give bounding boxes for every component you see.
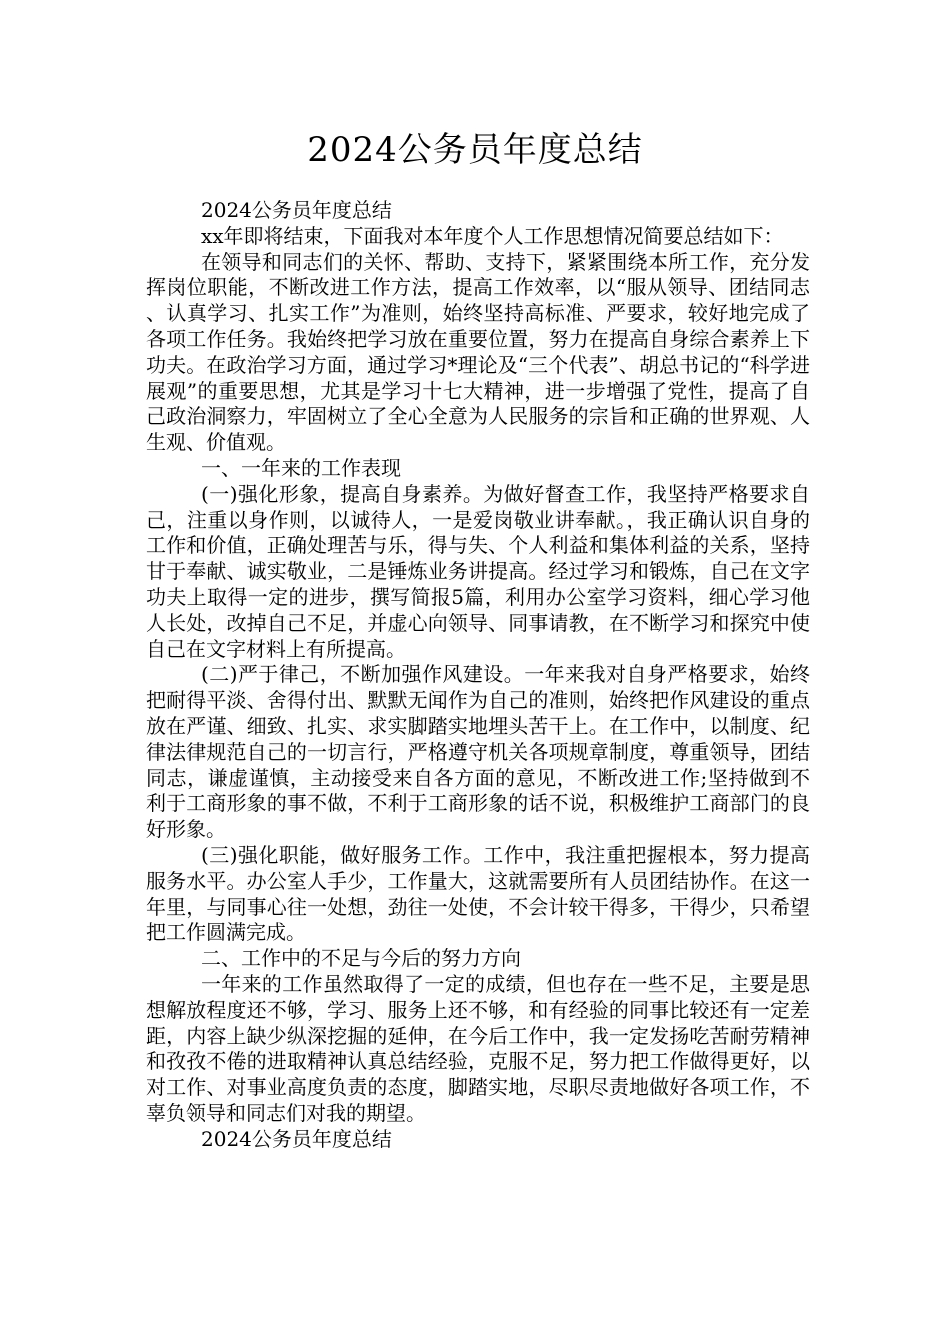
item-one-paragraph: (一)强化形象，提高自身素养。为做好督查工作，我坚持严格要求自己，注重以身作则，以诚待人，一是爱岗敬业讲奉献。，我正确认识自身的工作和价值，正确处理苦与乐，得与失、个人利益和集体利益的关系，坚持甘于奉献、诚实敬业，二是锤炼业务讲提高。经过学习和锻炼，自己在文字功夫上取得一定的进步，撰写简报5篇，利用办公室学习资料，细心学习他人长处，改掉自己不足，并虚心向领导、同事请教，在不断学习和探究中使自己在文字材料上有所提高。 bbox=[146, 481, 810, 661]
intro-paragraph: xx年即将结束，下面我对本年度个人工作思想情况简要总结如下： bbox=[201, 223, 784, 248]
shortcomings-paragraph: 一年来的工作虽然取得了一定的成绩，但也存在一些不足，主要是思想解放程度还不够，学习、服务上还不够，和有经验的同事比较还有一定差距，内容上缺少纵深挖掘的延伸，在今后工作中，我一定发扬吃苦耐劳精神和孜孜不倦的进取精神认真总结经验，克服不足，努力把工作做得更好，以对工作、对事业高度负责的态度，脚踏实地，尽职尽责地做好各项工作，不辜负领导和同志们对我的期望。 bbox=[146, 971, 810, 1125]
subtitle-line: 2024公务员年度总结 bbox=[201, 198, 392, 222]
document-title: 2024公务员年度总结 bbox=[307, 130, 643, 170]
overview-paragraph: 在领导和同志们的关怀、帮助、支持下，紧紧围绕本所工作，充分发挥岗位职能，不断改进工作方法，提高工作效率，以“服从领导、团结同志、认真学习、扎实工作”为准则，始终坚持高标准、严要求，较好地完成了各项工作任务。我始终把学习放在重要位置，努力在提高自身综合素养上下功夫。在政治学习方面，通过学习*理论及“三个代表”、胡总书记的“科学进展观”的重要思想，尤其是学习十七大精神，进一步增强了党性，提高了自己政治洞察力，牢固树立了全心全意为人民服务的宗旨和正确的世界观、人生观、价值观。 bbox=[146, 249, 810, 455]
item-two-paragraph: (二)严于律己，不断加强作风建设。一年来我对自身严格要求，始终把耐得平淡、舍得付出、默默无闻作为自己的准则，始终把作风建设的重点放在严谨、细致、扎实、求实脚踏实地埋头苦干上。在工作中，以制度、纪律法律规范自己的一切言行，严格遵守机关各项规章制度，尊重领导，团结同志，谦虚谨慎，主动接受来自各方面的意见，不断改进工作;坚持做到不利于工商形象的事不做，不利于工商形象的话不说，积极维护工商部门的良好形象。 bbox=[146, 662, 810, 842]
section-heading-shortcomings: 二、工作中的不足与今后的努力方向 bbox=[201, 946, 521, 971]
closing-line: 2024公务员年度总结 bbox=[201, 1126, 392, 1151]
item-three-paragraph: (三)强化职能，做好服务工作。工作中，我注重把握根本，努力提高服务水平。办公室人手少，工作量大，这就需要所有人员团结协作。在这一年里，与同事心往一处想，劲往一处使，不会计较干得多，干得少，只希望把工作圆满完成。 bbox=[146, 842, 810, 945]
document-body bbox=[146, 198, 810, 1152]
section-heading-work-performance: 一、一年来的工作表现 bbox=[201, 455, 401, 480]
